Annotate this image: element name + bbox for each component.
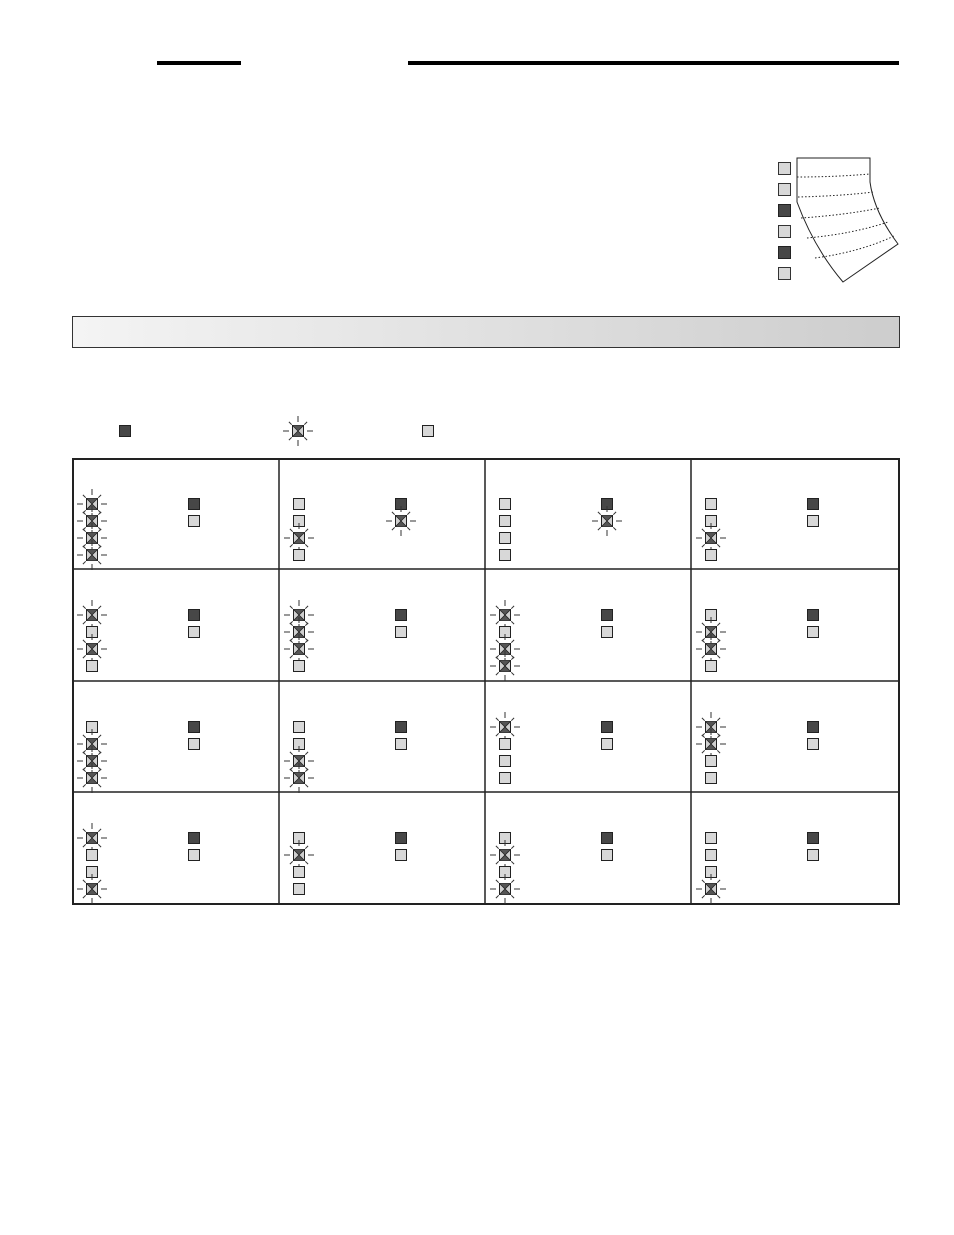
cell-led-off-icon xyxy=(87,661,98,672)
cell-led-flash-icon xyxy=(696,523,726,553)
led-panel-diagram xyxy=(770,152,910,287)
cell-led-off-icon xyxy=(189,739,200,750)
cell-led-off-icon xyxy=(500,739,511,750)
cell-led-flash-icon xyxy=(77,746,107,776)
led-off-icon xyxy=(423,426,434,437)
cell-led-on-icon xyxy=(189,499,200,510)
cell-led-off-icon xyxy=(500,756,511,767)
cell-led-on-icon xyxy=(189,610,200,621)
cell-led-off-icon xyxy=(189,516,200,527)
cell-led-off-icon xyxy=(706,550,717,561)
cell-led-off-icon xyxy=(294,661,305,672)
status-cell xyxy=(77,600,200,672)
status-table-grid xyxy=(72,458,900,905)
led-legend xyxy=(100,415,460,447)
cell-led-flash-icon xyxy=(490,651,520,681)
cell-led-off-icon xyxy=(808,627,819,638)
cell-led-flash-icon xyxy=(284,600,314,630)
status-cell xyxy=(77,722,200,794)
diagram-led-3-on-icon xyxy=(778,204,791,217)
cell-led-off-icon xyxy=(294,722,305,733)
cell-led-off-icon xyxy=(706,756,717,767)
cell-led-flash-icon xyxy=(284,617,314,647)
status-cell xyxy=(500,499,623,561)
cell-led-on-icon xyxy=(602,610,613,621)
cell-led-off-icon xyxy=(602,739,613,750)
diagram-led-6-off-icon xyxy=(778,267,791,280)
cell-led-on-icon xyxy=(808,610,819,621)
status-cell xyxy=(284,833,407,895)
panel-outline-graphic xyxy=(770,152,910,287)
legend-graphic xyxy=(100,415,460,447)
cell-led-off-icon xyxy=(706,499,717,510)
cell-led-off-icon xyxy=(396,850,407,861)
cell-led-flash-icon xyxy=(490,840,520,870)
cell-led-off-icon xyxy=(706,833,717,844)
header-rule-left xyxy=(157,61,241,65)
cell-led-flash-icon xyxy=(77,823,107,853)
cell-led-off-icon xyxy=(189,627,200,638)
status-cell xyxy=(284,499,416,561)
cell-led-flash-icon xyxy=(490,712,520,742)
cell-led-flash-icon xyxy=(77,729,107,759)
cell-led-off-icon xyxy=(602,850,613,861)
cell-led-flash-icon xyxy=(490,634,520,664)
cell-led-off-icon xyxy=(500,499,511,510)
cell-led-off-icon xyxy=(602,627,613,638)
cell-led-flash-icon xyxy=(77,523,107,553)
cell-led-flash-icon xyxy=(77,540,107,570)
cell-led-flash-icon xyxy=(696,874,726,904)
cell-led-flash-icon xyxy=(696,712,726,742)
cell-led-off-icon xyxy=(294,867,305,878)
cell-led-on-icon xyxy=(808,499,819,510)
cell-led-flash-icon xyxy=(696,617,726,647)
cell-led-flash-icon xyxy=(77,600,107,630)
status-cell xyxy=(284,600,407,672)
cell-led-on-icon xyxy=(189,722,200,733)
status-cell xyxy=(696,833,819,905)
cell-led-flash-icon xyxy=(592,506,622,536)
cell-led-off-icon xyxy=(396,627,407,638)
cell-led-on-icon xyxy=(189,833,200,844)
cell-led-off-icon xyxy=(500,516,511,527)
cell-led-flash-icon xyxy=(490,874,520,904)
status-cell xyxy=(696,499,819,561)
cell-led-on-icon xyxy=(396,722,407,733)
cell-led-flash-icon xyxy=(284,523,314,553)
cell-led-flash-icon xyxy=(284,634,314,664)
cell-led-off-icon xyxy=(396,739,407,750)
cell-led-flash-icon xyxy=(77,506,107,536)
cell-led-off-icon xyxy=(294,550,305,561)
led-flashing-icon xyxy=(283,416,313,446)
status-cell xyxy=(696,712,819,784)
status-cell xyxy=(490,833,613,905)
led-status-table xyxy=(72,458,900,910)
cell-led-flash-icon xyxy=(696,634,726,664)
diagram-led-5-on-icon xyxy=(778,246,791,259)
cell-led-off-icon xyxy=(500,773,511,784)
status-cell xyxy=(77,489,200,570)
status-cell xyxy=(490,600,613,681)
cell-led-flash-icon xyxy=(490,600,520,630)
status-cell xyxy=(490,712,613,784)
header-rule-right xyxy=(408,61,899,65)
cell-led-off-icon xyxy=(500,550,511,561)
led-on-icon xyxy=(120,426,131,437)
cell-led-flash-icon xyxy=(77,489,107,519)
cell-led-off-icon xyxy=(706,773,717,784)
cell-led-off-icon xyxy=(706,661,717,672)
cell-led-off-icon xyxy=(87,850,98,861)
status-cell xyxy=(696,610,819,672)
cell-led-on-icon xyxy=(808,722,819,733)
diagram-led-4-off-icon xyxy=(778,225,791,238)
cell-led-on-icon xyxy=(396,833,407,844)
status-cell xyxy=(77,823,200,904)
cell-led-on-icon xyxy=(602,833,613,844)
cell-led-flash-icon xyxy=(386,506,416,536)
diagram-led-2-off-icon xyxy=(778,183,791,196)
cell-led-flash-icon xyxy=(284,746,314,776)
status-cell xyxy=(284,722,407,794)
cell-led-flash-icon xyxy=(77,874,107,904)
cell-led-flash-icon xyxy=(284,840,314,870)
cell-led-on-icon xyxy=(602,722,613,733)
cell-led-off-icon xyxy=(294,884,305,895)
cell-led-flash-icon xyxy=(77,763,107,793)
diagram-led-1-off-icon xyxy=(778,162,791,175)
cell-led-off-icon xyxy=(808,739,819,750)
cell-led-off-icon xyxy=(500,533,511,544)
cell-led-off-icon xyxy=(808,850,819,861)
cell-led-off-icon xyxy=(706,850,717,861)
cell-led-flash-icon xyxy=(77,634,107,664)
cell-led-on-icon xyxy=(808,833,819,844)
cell-led-flash-icon xyxy=(284,763,314,793)
cell-led-flash-icon xyxy=(696,729,726,759)
cell-led-off-icon xyxy=(808,516,819,527)
section-header-bar xyxy=(72,316,900,348)
cell-led-off-icon xyxy=(294,499,305,510)
cell-led-on-icon xyxy=(396,610,407,621)
cell-led-off-icon xyxy=(189,850,200,861)
